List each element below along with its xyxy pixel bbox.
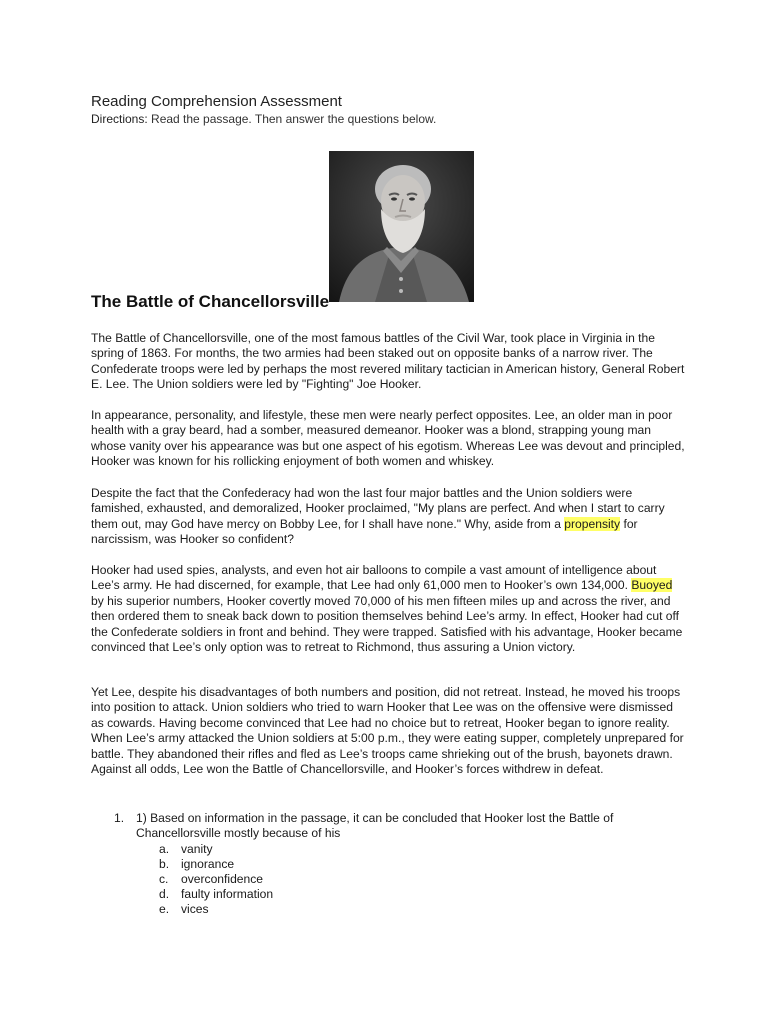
paragraph-4-text-end: by his superior numbers, Hooker covertly moved 70,000 of his men fifteen miles up and across the river, and then ordered them to sneak back down to position themselves behind Lee’s army. In effect, Hooker had cut off the Confederate soldiers in front and behind. They were trapped. Satisfied with his advantage, Hooker became convinced that Lee’s only option was to retreat to Richmond, thus assuring a Union victory. xyxy=(91,593,683,655)
answer-options xyxy=(159,842,273,917)
paragraph-3-text-end: for narcissism, was Hooker so confident? xyxy=(91,516,638,547)
option-text: overconfidence xyxy=(181,872,264,886)
option-letter: d. xyxy=(159,887,170,901)
option-text: vanity xyxy=(181,842,213,856)
highlighted-word-propensity: propensity xyxy=(564,516,621,531)
option-text: faulty information xyxy=(181,887,274,901)
directions-text: Read the passage. Then answer the questions below. xyxy=(147,112,437,126)
general-lee-portrait xyxy=(329,151,474,302)
option-text: vices xyxy=(181,902,209,916)
paragraph-3 xyxy=(91,486,687,548)
directions-label: Directions: xyxy=(91,112,148,126)
paragraph-3-text-start: Despite the fact that the Confederacy had won the last four major battles and the Union soldiers were famished, exhausted, and demoralized, Hooker proclaimed, "My plans are perfect. And when I start to carry them out, may God have mercy on Bobby Lee, for I shall have none." Why, aside from a xyxy=(91,486,665,531)
question-number: 1. xyxy=(114,811,125,825)
option-e xyxy=(159,902,273,917)
option-text: ignorance xyxy=(181,857,235,871)
option-letter: b. xyxy=(159,857,170,871)
option-d xyxy=(159,887,273,902)
option-letter: e. xyxy=(159,902,170,916)
paragraph-1: The Battle of Chancellorsville, one of the most famous battles of the Civil War, took place in Virginia in the spring of 1863. For months, the two armies had been staked out on opposite banks of a narrow river. The Confederate troops were led by perhaps the most revered military tactician in American history, General Robert E. Lee. The Union soldiers were led by "Fighting" Joe Hooker. xyxy=(91,331,685,392)
question-text: 1) Based on information in the passage, it can be concluded that Hooker lost the Battle of Chancellorsville mostly because of his xyxy=(136,811,614,841)
option-letter: a. xyxy=(159,842,170,856)
highlighted-word-buoyed: Buoyed xyxy=(631,578,673,593)
directions-line xyxy=(91,112,436,126)
option-letter: c. xyxy=(159,872,169,886)
paragraph-5: Yet Lee, despite his disadvantages of both numbers and position, did not retreat. Instead, he moved his troops into position to attack. Union soldiers who tried to warn Hooker that Lee was on the offensive were dismissed as cowards. Having become convinced that Lee had no choice but to retreat, Hooker began to ignore reality. When Lee’s army attacked the Union soldiers at 5:00 p.m., they were eating supper, completely unprepared for battle. They abandoned their rifles and fled as Lee’s troops came shrieking out of the brush, bayonets drawn. Against all odds, Lee won the Battle of Chancellorsville, and Hooker’s forces withdrew in defeat. xyxy=(91,685,684,777)
paragraph-2: In appearance, personality, and lifestyle, these men were nearly perfect opposites. Lee, an older man in poor health with a gray beard, had a somber, measured demeanor. Hooker was a blond, strapping young man whose vanity over his appearance was but one aspect of his egotism. Whereas Lee was devout and principled, Hooker was known for his rollicking enjoyment of both women and whiskey. xyxy=(91,408,685,469)
paragraph-4 xyxy=(91,563,687,655)
option-a xyxy=(159,842,273,857)
assessment-heading: Reading Comprehension Assessment xyxy=(91,93,342,110)
article-title: The Battle of Chancellorsville xyxy=(91,292,330,311)
paragraph-4-text-start: Hooker had used spies, analysts, and even hot air balloons to compile a vast amount of intelligence about Lee’s army. He had discerned, for example, that Lee had only 61,000 men to Hooker’s own 134,000. xyxy=(91,563,657,593)
portrait-photo xyxy=(329,151,474,302)
option-c xyxy=(159,872,273,887)
option-b xyxy=(159,857,273,872)
